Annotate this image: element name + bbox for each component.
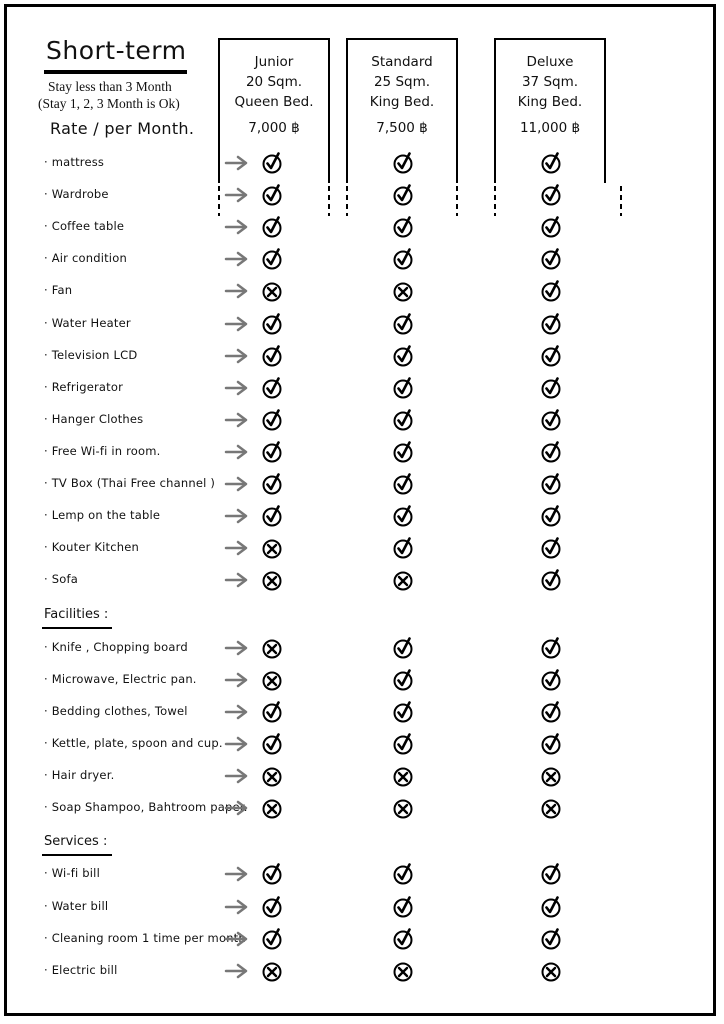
check-icon — [539, 700, 563, 724]
check-icon — [260, 895, 284, 919]
check-icon — [391, 536, 415, 560]
room-size: 25 Sqm. — [373, 74, 431, 90]
cross-icon — [539, 796, 563, 820]
check-icon — [539, 504, 563, 528]
check-icon — [539, 732, 563, 756]
arrow-icon — [224, 570, 250, 590]
check-icon — [391, 862, 415, 886]
arrow-icon — [224, 929, 250, 949]
amenity-label: · Sofa — [44, 572, 78, 586]
check-icon — [260, 247, 284, 271]
check-icon — [260, 472, 284, 496]
cross-icon — [260, 568, 284, 592]
arrow-icon — [224, 346, 250, 366]
amenity-row — [0, 702, 724, 724]
arrow-icon — [224, 410, 250, 430]
arrow-icon — [224, 249, 250, 269]
check-icon — [391, 927, 415, 951]
check-icon — [391, 183, 415, 207]
check-icon — [539, 472, 563, 496]
amenity-row — [0, 185, 724, 207]
check-icon — [539, 636, 563, 660]
cross-icon — [539, 764, 563, 788]
check-icon — [260, 215, 284, 239]
amenity-label: · Kettle, plate, spoon and cup. — [44, 736, 223, 750]
page-title: Short-term — [46, 36, 187, 65]
amenity-label: · Bedding clothes, Towel — [44, 704, 188, 718]
amenity-row — [0, 378, 724, 400]
amenity-row — [0, 670, 724, 692]
check-icon — [391, 344, 415, 368]
room-size: 20 Sqm. — [245, 74, 303, 90]
check-icon — [391, 472, 415, 496]
arrow-icon — [224, 897, 250, 917]
amenity-label: · Television LCD — [44, 348, 138, 362]
check-icon — [391, 247, 415, 271]
room-name: Deluxe — [526, 54, 574, 70]
cross-icon — [260, 636, 284, 660]
amenity-label: · Coffee table — [44, 219, 125, 233]
check-icon — [539, 862, 563, 886]
check-icon — [539, 536, 563, 560]
title-underline — [44, 70, 187, 74]
arrow-icon — [224, 217, 250, 237]
check-icon — [260, 700, 284, 724]
amenity-label: · Fan — [44, 283, 73, 297]
amenity-row — [0, 314, 724, 336]
amenity-row — [0, 346, 724, 368]
check-icon — [539, 183, 563, 207]
cross-icon — [260, 764, 284, 788]
check-icon — [539, 215, 563, 239]
rate-label: Rate / per Month. — [50, 119, 195, 138]
amenity-row — [0, 506, 724, 528]
amenity-row — [0, 766, 724, 788]
arrow-icon — [224, 442, 250, 462]
room-price: 7,000 ฿ — [248, 120, 300, 136]
check-icon — [391, 504, 415, 528]
arrow-icon — [224, 474, 250, 494]
amenity-row — [0, 538, 724, 560]
arrow-icon — [224, 961, 250, 981]
cross-icon — [260, 536, 284, 560]
room-name: Junior — [254, 54, 294, 70]
amenity-label: · Water Heater — [44, 316, 131, 330]
amenity-label: · Lemp on the table — [44, 508, 161, 522]
amenity-row — [0, 734, 724, 756]
check-icon — [260, 183, 284, 207]
check-icon — [539, 376, 563, 400]
amenity-label: · Cleaning room 1 time per month — [44, 931, 246, 945]
cross-icon — [260, 796, 284, 820]
section-underline — [42, 627, 112, 629]
check-icon — [260, 927, 284, 951]
check-icon — [539, 247, 563, 271]
section-title: Facilities : — [44, 607, 109, 622]
check-icon — [391, 215, 415, 239]
room-price: 7,500 ฿ — [376, 120, 428, 136]
amenity-row — [0, 410, 724, 432]
arrow-icon — [224, 766, 250, 786]
arrow-icon — [224, 670, 250, 690]
amenity-label: · Water bill — [44, 899, 109, 913]
check-icon — [539, 668, 563, 692]
check-icon — [539, 279, 563, 303]
cross-icon — [391, 568, 415, 592]
check-icon — [539, 344, 563, 368]
arrow-icon — [224, 702, 250, 722]
cross-icon — [539, 959, 563, 983]
amenity-row — [0, 929, 724, 951]
check-icon — [539, 568, 563, 592]
amenity-row — [0, 570, 724, 592]
amenity-label: · Refrigerator — [44, 380, 124, 394]
check-icon — [260, 862, 284, 886]
amenity-row — [0, 217, 724, 239]
check-icon — [539, 927, 563, 951]
arrow-icon — [224, 314, 250, 334]
amenity-row — [0, 153, 724, 175]
cross-icon — [391, 764, 415, 788]
amenity-row — [0, 961, 724, 983]
check-icon — [260, 440, 284, 464]
check-icon — [391, 376, 415, 400]
section-title: Services : — [44, 834, 108, 849]
check-icon — [391, 408, 415, 432]
room-bed: Queen Bed. — [234, 94, 314, 110]
check-icon — [260, 504, 284, 528]
check-icon — [539, 440, 563, 464]
amenity-label: · Hair dryer. — [44, 768, 115, 782]
room-bed: King Bed. — [369, 94, 435, 110]
arrow-icon — [224, 378, 250, 398]
amenity-label: · Soap Shampoo, Bahtroom paper. — [44, 800, 248, 814]
stay-duration: Stay less than 3 Month — [48, 79, 172, 94]
cross-icon — [260, 279, 284, 303]
check-icon — [260, 344, 284, 368]
check-icon — [260, 151, 284, 175]
amenity-label: · Hanger Clothes — [44, 412, 144, 426]
check-icon — [391, 636, 415, 660]
cross-icon — [391, 279, 415, 303]
check-icon — [391, 151, 415, 175]
check-icon — [539, 408, 563, 432]
amenity-label: · Wardrobe — [44, 187, 109, 201]
amenity-label: · Electric bill — [44, 963, 118, 977]
check-icon — [539, 312, 563, 336]
section-underline — [42, 854, 112, 856]
stay-duration-note: (Stay 1, 2, 3 Month is Ok) — [38, 96, 180, 111]
amenity-label: · Wi-fi bill — [44, 866, 100, 880]
arrow-icon — [224, 153, 250, 173]
check-icon — [391, 732, 415, 756]
amenity-row — [0, 249, 724, 271]
arrow-icon — [224, 281, 250, 301]
amenity-label: · Knife , Chopping board — [44, 640, 188, 654]
amenity-row — [0, 474, 724, 496]
amenity-label: · Kouter Kitchen — [44, 540, 139, 554]
check-icon — [391, 895, 415, 919]
arrow-icon — [224, 538, 250, 558]
amenity-row — [0, 281, 724, 303]
arrow-icon — [224, 864, 250, 884]
check-icon — [260, 312, 284, 336]
amenity-label: · TV Box (Thai Free channel ) — [44, 476, 216, 490]
room-name: Standard — [371, 54, 433, 70]
arrow-icon — [224, 638, 250, 658]
room-size: 37 Sqm. — [521, 74, 579, 90]
arrow-icon — [224, 185, 250, 205]
amenity-label: · Free Wi-fi in room. — [44, 444, 161, 458]
room-bed: King Bed. — [517, 94, 583, 110]
arrow-icon — [224, 798, 250, 818]
check-icon — [539, 151, 563, 175]
amenity-label: · mattress — [44, 155, 105, 169]
check-icon — [391, 312, 415, 336]
cross-icon — [391, 959, 415, 983]
amenity-label: · Air condition — [44, 251, 127, 265]
amenity-label: · Microwave, Electric pan. — [44, 672, 197, 686]
amenity-row — [0, 638, 724, 660]
check-icon — [539, 895, 563, 919]
check-icon — [391, 700, 415, 724]
room-price: 11,000 ฿ — [519, 120, 581, 136]
check-icon — [391, 440, 415, 464]
amenity-row — [0, 798, 724, 820]
cross-icon — [260, 668, 284, 692]
check-icon — [260, 408, 284, 432]
check-icon — [260, 732, 284, 756]
cross-icon — [260, 959, 284, 983]
cross-icon — [391, 796, 415, 820]
amenity-row — [0, 442, 724, 464]
amenity-row — [0, 864, 724, 886]
amenity-row — [0, 897, 724, 919]
check-icon — [260, 376, 284, 400]
arrow-icon — [224, 734, 250, 754]
check-icon — [391, 668, 415, 692]
arrow-icon — [224, 506, 250, 526]
